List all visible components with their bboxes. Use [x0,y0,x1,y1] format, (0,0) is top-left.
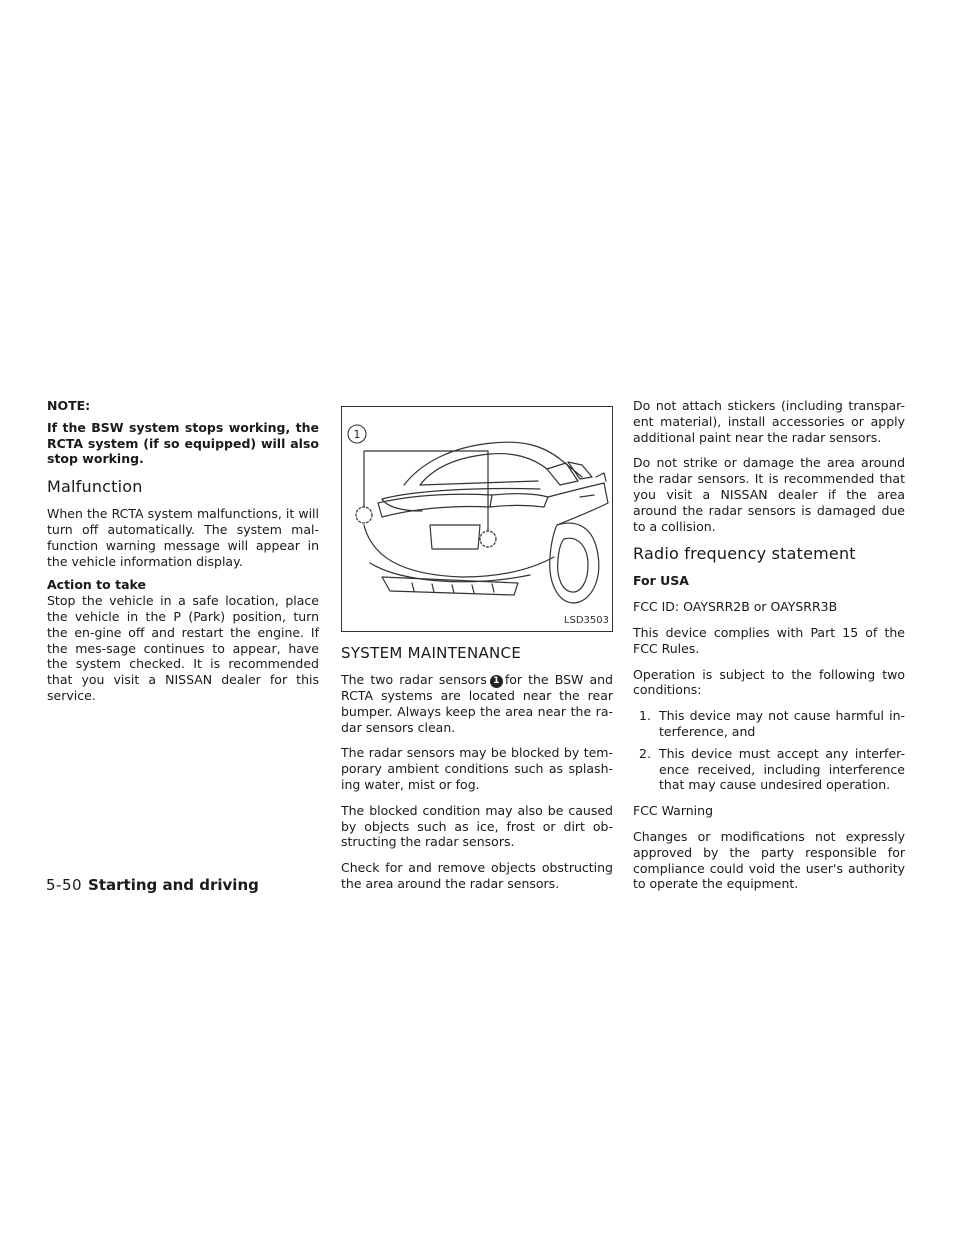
maintenance-p2: The radar sensors may be blocked by tem-porary ambient conditions such as splash-ing water, mist or fog. [341,745,613,792]
p1-after: for the BSW and RCTA systems are located near the rear bumper. Always keep the area near the ra-dar sensors clean. [341,672,613,735]
action-text: Stop the vehicle in a safe location, place the vehicle in the P (Park) position, turn the en-gine off and restart the engine. If the mes-sage continues to appear, have the system checked. It is recommended that you visit a NISSAN dealer for this service. [47,593,319,703]
p1-before: The two radar sensors [341,672,487,687]
changes-text: Changes or modifications not expressly approved by the party responsible for compliance could void the user's authority to operate the equipment. [633,828,905,892]
figure-callout: 1 [353,428,361,441]
conditions-list [633,708,905,793]
stickers-text: Do not attach stickers (including transpar-ent material), install accessories or apply additional paint near the radar sensors. [633,398,905,445]
figure-code: LSD3503 [563,615,609,627]
maintenance-p3: The blocked condition may also be caused by objects such as ice, frost or dirt ob-structing the radar sensors. [341,802,613,850]
maintenance-p4: Check for and remove objects obstructing the area around the radar sensors. [341,860,613,891]
section-title: Starting and driving [88,876,259,894]
page-footer [46,876,259,894]
note-text: If the BSW system stops working, the RCTA system (if so equipped) will also stop working. [47,419,319,467]
maintenance-p1 [341,672,613,735]
fcc-id: FCC ID: OAYSRR2B or OAYSRR3B [633,599,838,615]
malfunction-heading: Malfunction [47,477,143,497]
damage-text: Do not strike or damage the area around the radar sensors. It is recommended that you visit a NISSAN dealer if the area around the radar sensors is damaged due to a collision. [633,455,905,534]
action-heading: Action to take [47,577,146,593]
column-left [47,398,319,714]
malfunction-text: When the RCTA system malfunctions, it will turn off automatically. The system mal-function warning message will appear in the vehicle information display. [47,506,319,569]
radio-heading: Radio frequency statement [633,544,856,564]
list-item: 1. This device may not cause harmful in-terference, and [639,708,905,739]
maintenance-heading: SYSTEM MAINTENANCE [341,644,522,662]
column-middle [341,398,613,902]
complies-text: This device complies with Part 15 of the FCC Rules. [633,624,905,656]
list-item: 2. This device must accept any interfer-ence received, including interference that may cause undesired operation. [639,745,905,793]
rear-car-illustration [341,406,613,632]
note-label: NOTE: [47,398,91,413]
sensor-callout-icon: 1 [490,675,503,688]
car-rear-drawing [342,407,612,631]
column-right [633,398,905,902]
page-number: 5-50 [46,876,83,894]
usa-heading: For USA [633,573,689,589]
operation-text: Operation is subject to the following two conditions: [633,666,905,698]
fcc-warning: FCC Warning [633,803,714,819]
